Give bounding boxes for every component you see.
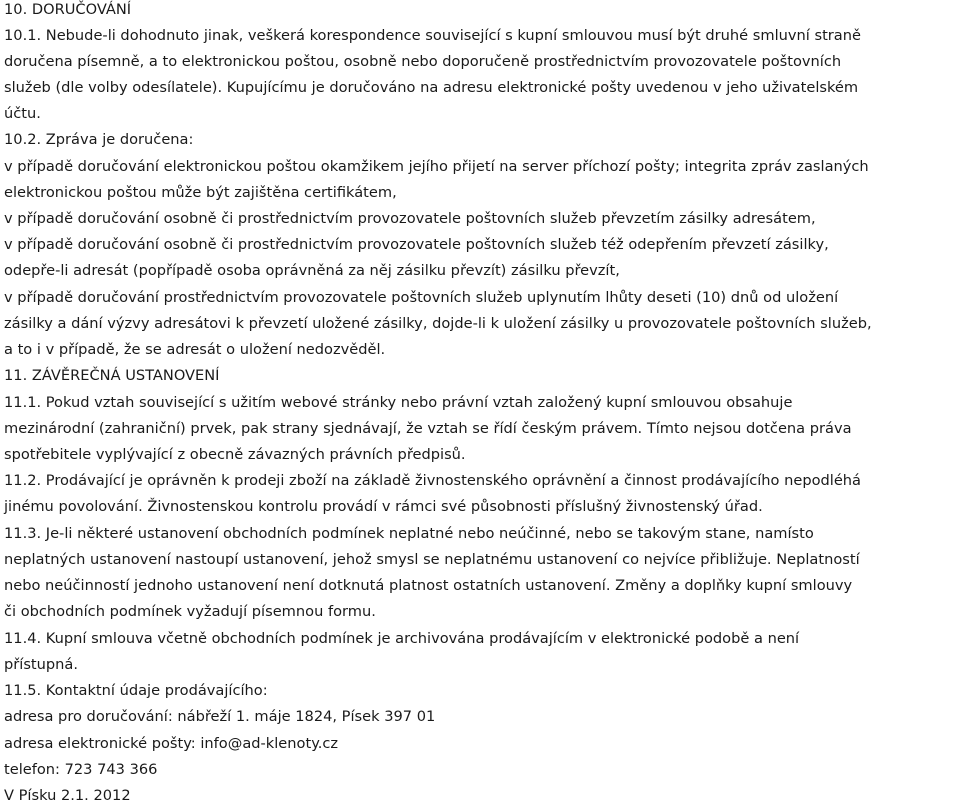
contact-email: adresa elektronické pošty: info@ad-klenoty.cz — [4, 735, 339, 752]
paragraph-line: v případě doručování elektronickou poštou okamžikem jejího přijetí na server příchozí pošty; integrita zpráv zaslaných — [4, 158, 869, 175]
section-11-heading: 11. ZÁVĚREČNÁ USTANOVENÍ — [4, 367, 220, 384]
paragraph-line: zásilky a dání výzvy adresátovi k převzetí uložené zásilky, dojde-li k uložení zásilky u provozovatele poštovních služeb, — [4, 315, 872, 332]
paragraph-line: odepře-li adresát (popřípadě osoba oprávněná za něj zásilku převzít) zásilku převzít, — [4, 262, 620, 279]
contact-address: adresa pro doručování: nábřeží 1. máje 1824, Písek 397 01 — [4, 708, 436, 725]
date-place: V Písku 2.1. 2012 — [4, 787, 131, 804]
paragraph-line: v případě doručování prostřednictvím provozovatele poštovních služeb uplynutím lhůty deseti (10) dnů od uložení — [4, 289, 839, 306]
section-10-heading: 10. DORUČOVÁNÍ — [4, 1, 132, 18]
paragraph-line: účtu. — [4, 105, 41, 122]
paragraph-line: 10.2. Zpráva je doručena: — [4, 131, 194, 148]
paragraph-line: 10.1. Nebude-li dohodnuto jinak, veškerá korespondence související s kupní smlouvou musí být druhé smluvní straně — [4, 27, 861, 44]
paragraph-line: jinému povolování. Živnostenskou kontrolu provádí v rámci své působnosti příslušný živnostenský úřad. — [4, 498, 763, 515]
paragraph-line: spotřebitele vyplývající z obecně závazných právních předpisů. — [4, 446, 466, 463]
paragraph-line: 11.5. Kontaktní údaje prodávajícího: — [4, 682, 268, 699]
paragraph-line: neplatných ustanovení nastoupí ustanovení, jehož smysl se neplatnému ustanovení co nejvíce přibližuje. Neplatností — [4, 551, 860, 568]
paragraph-line: 11.1. Pokud vztah související s užitím webové stránky nebo právní vztah založený kupní smlouvou obsahuje — [4, 394, 793, 411]
contact-phone: telefon: 723 743 366 — [4, 761, 158, 778]
paragraph-line: doručena písemně, a to elektronickou poštou, osobně nebo doporučeně prostřednictvím provozovatele poštovních — [4, 53, 842, 70]
paragraph-line: služeb (dle volby odesílatele). Kupujícímu je doručováno na adresu elektronické pošty uvedenou v jeho uživatelském — [4, 79, 859, 96]
paragraph-line: nebo neúčinností jednoho ustanovení není dotknutá platnost ostatních ustanovení. Změny a doplňky kupní smlouvy — [4, 577, 853, 594]
paragraph-line: a to i v případě, že se adresát o uložení nedozvěděl. — [4, 341, 386, 358]
paragraph-line: či obchodních podmínek vyžadují písemnou formu. — [4, 603, 376, 620]
paragraph-line: mezinárodní (zahraniční) prvek, pak strany sjednávají, že vztah se řídí českým právem. Tímto nejsou dotčena práva — [4, 420, 852, 437]
paragraph-line: elektronickou poštou může být zajištěna certifikátem, — [4, 184, 397, 201]
paragraph-line: přístupná. — [4, 656, 78, 673]
paragraph-line: v případě doručování osobně či prostřednictvím provozovatele poštovních služeb též odepřením převzetí zásilky, — [4, 236, 829, 253]
paragraph-line: v případě doručování osobně či prostřednictvím provozovatele poštovních služeb převzetím zásilky adresátem, — [4, 210, 816, 227]
paragraph-line: 11.3. Je-li některé ustanovení obchodních podmínek neplatné nebo neúčinné, nebo se takovým stane, namísto — [4, 525, 814, 542]
paragraph-line: 11.4. Kupní smlouva včetně obchodních podmínek je archivována prodávajícím v elektronické podobě a není — [4, 630, 800, 647]
paragraph-line: 11.2. Prodávající je oprávněn k prodeji zboží na základě živnostenského oprávnění a činnost prodávajícího nepodléhá — [4, 472, 861, 489]
